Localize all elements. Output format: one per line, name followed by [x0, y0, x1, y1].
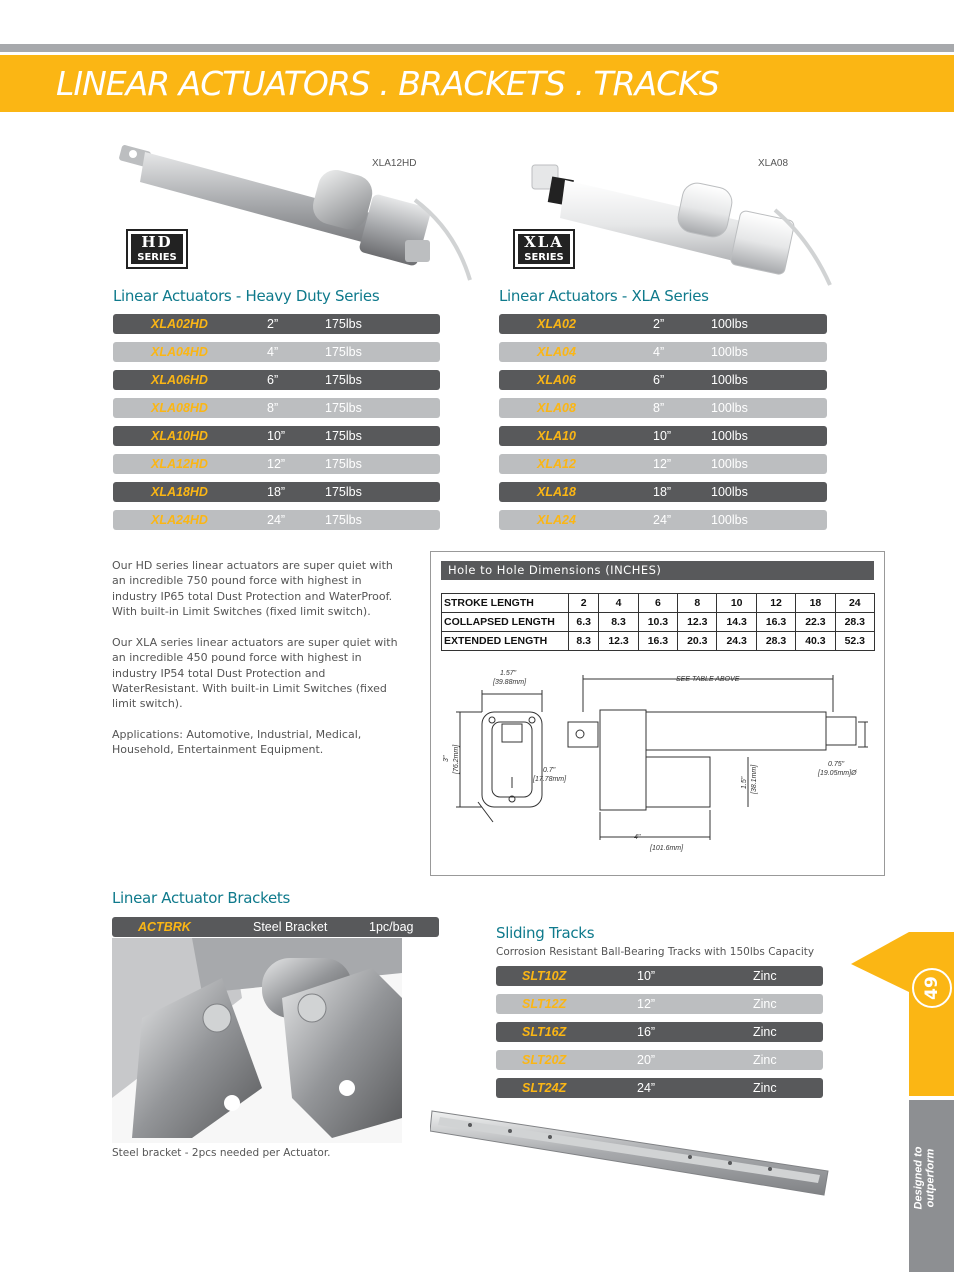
table-row — [113, 454, 440, 474]
model-code: XLA24 — [537, 513, 576, 527]
model-code: XLA10 — [537, 429, 576, 443]
stroke: 6” — [653, 373, 665, 387]
stroke: 10” — [653, 429, 672, 443]
force: 100lbs — [711, 429, 748, 443]
stroke: 4” — [267, 345, 279, 359]
dim-height-mm: [76.2mm] — [453, 744, 460, 774]
row-label: STROKE LENGTH — [442, 594, 569, 613]
slogan-line-1: Designed to — [912, 1146, 925, 1210]
cell: 4 — [599, 594, 638, 613]
cell: 12.3 — [599, 632, 638, 651]
cell: 8.3 — [599, 613, 638, 632]
force: 100lbs — [711, 401, 748, 415]
model-code: XLA08HD — [151, 401, 208, 415]
cell: 22.3 — [796, 613, 835, 632]
page-tab-notch — [851, 932, 911, 992]
table-row — [442, 594, 875, 613]
dim-offset-mm: [17.78mm] — [533, 776, 567, 783]
length: 10” — [637, 969, 656, 983]
cell: 20.3 — [678, 632, 717, 651]
model-code: XLA02 — [537, 317, 576, 331]
table-row — [113, 398, 440, 418]
hd-badge-bottom: SERIES — [131, 251, 183, 264]
table-row — [496, 994, 823, 1014]
sliding-track-image — [430, 1105, 830, 1200]
stroke: 4” — [653, 345, 665, 359]
length: 16” — [637, 1025, 656, 1039]
table-row — [113, 510, 440, 530]
row-label: COLLAPSED LENGTH — [442, 613, 569, 632]
table-row — [499, 454, 827, 474]
stroke: 18” — [267, 485, 286, 499]
dim-width-mm: [39.88mm] — [493, 679, 527, 686]
table-row — [496, 966, 823, 986]
model-code: SLT16Z — [522, 1025, 567, 1039]
dimensions-table — [441, 593, 875, 651]
stroke: 2” — [267, 317, 279, 331]
cell: 16.3 — [638, 632, 677, 651]
model-code: XLA08 — [537, 401, 576, 415]
dim-body-label: 4" — [634, 834, 641, 841]
force: 100lbs — [711, 345, 748, 359]
table-row — [442, 632, 875, 651]
stroke: 8” — [267, 401, 279, 415]
dim-motor-label: 1.5" — [741, 776, 748, 789]
force: 175lbs — [325, 485, 362, 499]
cell: 16.3 — [756, 613, 795, 632]
see-table-note: SEE TABLE ABOVE — [676, 676, 740, 683]
stroke: 18” — [653, 485, 672, 499]
page-title: LINEAR ACTUATORS . BRACKETS . TRACKS — [56, 64, 719, 103]
stroke: 6” — [267, 373, 279, 387]
table-row — [499, 370, 827, 390]
hd-series-heading: Linear Actuators - Heavy Duty Series — [113, 287, 380, 305]
hd-image-label: XLA12HD — [372, 158, 417, 169]
cell: 8.3 — [569, 632, 599, 651]
stroke: 24” — [653, 513, 672, 527]
cell: 24.3 — [717, 632, 756, 651]
model-code: XLA12HD — [151, 457, 208, 471]
model-code: XLA10HD — [151, 429, 208, 443]
cell: 18 — [796, 594, 835, 613]
brackets-heading: Linear Actuator Brackets — [112, 889, 290, 907]
tracks-heading: Sliding Tracks — [496, 924, 595, 942]
stroke: 12” — [653, 457, 672, 471]
force: 175lbs — [325, 373, 362, 387]
force: 100lbs — [711, 457, 748, 471]
slogan-line-2: outperform — [924, 1148, 937, 1208]
page-number: 49 — [922, 976, 942, 1000]
hd-series-badge — [126, 229, 188, 269]
slogan — [913, 1126, 949, 1231]
dim-motor-mm: [38.1mm] — [751, 764, 758, 794]
cell: 12 — [756, 594, 795, 613]
stroke: 10” — [267, 429, 286, 443]
technical-drawing — [438, 662, 878, 862]
table-row — [499, 482, 827, 502]
dim-height-label: 3" — [443, 755, 450, 762]
table-row — [113, 314, 440, 334]
model-code: XLA02HD — [151, 317, 208, 331]
stroke: 8” — [653, 401, 665, 415]
model-code: SLT12Z — [522, 997, 567, 1011]
page-number-tab — [909, 932, 954, 1096]
table-row — [496, 1022, 823, 1042]
force: 175lbs — [325, 457, 362, 471]
model-code: XLA18 — [537, 485, 576, 499]
length: 20” — [637, 1053, 656, 1067]
dim-diameter-label: 0.75" — [828, 761, 845, 768]
model-code: XLA12 — [537, 457, 576, 471]
cell: 8 — [678, 594, 717, 613]
table-row — [499, 426, 827, 446]
dim-width-label: 1.57" — [500, 670, 517, 677]
force: 175lbs — [325, 429, 362, 443]
force: 100lbs — [711, 317, 748, 331]
cell: 10.3 — [638, 613, 677, 632]
cell: 28.3 — [835, 613, 874, 632]
cell: 6 — [638, 594, 677, 613]
cell: 28.3 — [756, 632, 795, 651]
xla-image-label: XLA08 — [758, 158, 789, 169]
table-row — [499, 398, 827, 418]
bracket-desc: Steel Bracket — [253, 920, 328, 934]
cell: 12.3 — [678, 613, 717, 632]
table-row — [496, 1050, 823, 1070]
cell: 24 — [835, 594, 874, 613]
xla-actuator-image — [520, 160, 850, 290]
model-code: SLT24Z — [522, 1081, 567, 1095]
table-row — [499, 510, 827, 530]
length: 12” — [637, 997, 656, 1011]
model-code: SLT20Z — [522, 1053, 567, 1067]
model-code: XLA06 — [537, 373, 576, 387]
model-code: XLA18HD — [151, 485, 208, 499]
model-code: ACTBRK — [138, 920, 191, 934]
table-row — [113, 426, 440, 446]
finish: Zinc — [753, 997, 777, 1011]
applications-text: Applications: Automotive, Industrial, Medical, Household, Entertainment Equipment. — [112, 728, 362, 757]
hd-badge-top: HD — [131, 234, 183, 251]
model-code: XLA24HD — [151, 513, 208, 527]
cell: 14.3 — [717, 613, 756, 632]
cell: 2 — [569, 594, 599, 613]
stroke: 12” — [267, 457, 286, 471]
cell: 10 — [717, 594, 756, 613]
table-row — [113, 342, 440, 362]
xla-series-badge — [513, 229, 575, 269]
cell: 52.3 — [835, 632, 874, 651]
tracks-subtitle: Corrosion Resistant Ball-Bearing Tracks with 150lbs Capacity — [496, 946, 815, 958]
table-row — [442, 613, 875, 632]
model-code: XLA04 — [537, 345, 576, 359]
bracket-caption: Steel bracket - 2pcs needed per Actuator. — [112, 1147, 331, 1159]
model-code: XLA06HD — [151, 373, 208, 387]
dim-offset-label: 0.7" — [543, 767, 556, 774]
finish: Zinc — [753, 1053, 777, 1067]
stroke: 2” — [653, 317, 665, 331]
row-label: EXTENDED LENGTH — [442, 632, 569, 651]
table-row — [112, 917, 439, 937]
force: 175lbs — [325, 513, 362, 527]
dim-diameter-mm: [19.05mm]Ø — [818, 770, 857, 777]
xla-description: Our XLA series linear actuators are super quiet with an incredible 450 pound force with highest in industry IP54 total Dust Protection and WaterResistant. With built-in Limit Switches (fixed limit switch). — [112, 636, 398, 711]
bracket-image — [112, 938, 402, 1143]
table-row — [113, 370, 440, 390]
hd-description: Our HD series linear actuators are super quiet with an incredible 750 pound force with highest in industry IP65 total Dust Protection and WaterProof. With built-in Limit Switches (fixed limit switch). — [112, 559, 393, 618]
dim-body-mm: [101.6mm] — [650, 845, 684, 852]
stroke: 24” — [267, 513, 286, 527]
table-row — [499, 342, 827, 362]
cell: 6.3 — [569, 613, 599, 632]
bracket-qty: 1pc/bag — [369, 920, 414, 934]
finish: Zinc — [753, 1025, 777, 1039]
finish: Zinc — [753, 1081, 777, 1095]
force: 175lbs — [325, 317, 362, 331]
model-code: XLA04HD — [151, 345, 208, 359]
force: 100lbs — [711, 485, 748, 499]
table-row — [499, 314, 827, 334]
force: 175lbs — [325, 401, 362, 415]
cell: 40.3 — [796, 632, 835, 651]
force: 175lbs — [325, 345, 362, 359]
top-rule — [0, 44, 954, 52]
table-row — [496, 1078, 823, 1098]
dimensions-title: Hole to Hole Dimensions (INCHES) — [441, 561, 874, 580]
table-row — [113, 482, 440, 502]
xla-badge-bottom: SERIES — [518, 251, 570, 264]
xla-series-heading: Linear Actuators - XLA Series — [499, 287, 709, 305]
model-code: SLT10Z — [522, 969, 567, 983]
xla-badge-top: XLA — [518, 234, 570, 251]
force: 100lbs — [711, 513, 748, 527]
finish: Zinc — [753, 969, 777, 983]
length: 24” — [637, 1081, 656, 1095]
force: 100lbs — [711, 373, 748, 387]
